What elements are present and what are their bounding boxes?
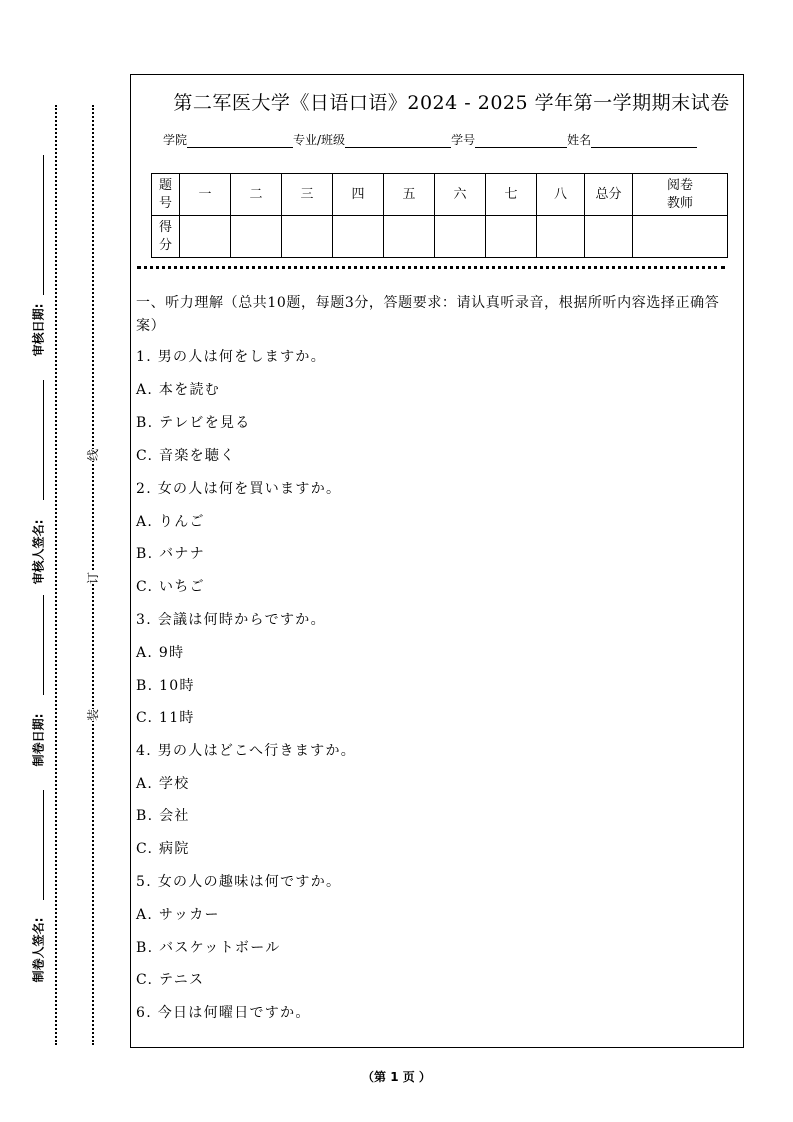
option-2b[interactable]: B. バナナ bbox=[136, 546, 205, 562]
paper-maker-signature-label: 制卷人签名: bbox=[31, 917, 46, 983]
section-separator bbox=[137, 266, 725, 269]
option-5a[interactable]: A. サッカー bbox=[136, 907, 220, 923]
score-col-3: 三 bbox=[282, 174, 333, 216]
option-5c[interactable]: C. テニス bbox=[136, 972, 205, 988]
section-1-heading: 一、听力理解（总共10题，每题3分，答题要求：请认真听录音，根据所听内容选择正确答案） bbox=[136, 295, 720, 334]
paper-date-label: 制卷日期: bbox=[31, 713, 46, 767]
score-cell-4[interactable] bbox=[333, 216, 384, 258]
field-student-id-blank[interactable] bbox=[475, 133, 567, 148]
score-col-6: 六 bbox=[435, 174, 486, 216]
option-4a[interactable]: A. 学校 bbox=[136, 776, 190, 792]
score-col-5: 五 bbox=[384, 174, 435, 216]
score-cell-8[interactable] bbox=[537, 216, 585, 258]
score-cell-1[interactable] bbox=[180, 216, 231, 258]
question-6: 6. 今日は何曜日ですか。 bbox=[136, 1005, 311, 1021]
page-number: （第 1 页 ） bbox=[362, 1070, 431, 1084]
option-1b[interactable]: B. テレビを見る bbox=[136, 415, 251, 431]
score-col-2: 二 bbox=[231, 174, 282, 216]
score-table-header-question: 题号 bbox=[152, 174, 180, 216]
review-date-blank bbox=[43, 155, 44, 295]
score-cell-grader[interactable] bbox=[633, 216, 728, 258]
field-college-blank[interactable] bbox=[187, 133, 293, 148]
binding-dotted-line-outer bbox=[55, 105, 57, 1045]
option-5b[interactable]: B. バスケットボール bbox=[136, 940, 281, 956]
field-name-label: 姓名 bbox=[567, 133, 592, 147]
option-4b[interactable]: B. 会社 bbox=[136, 808, 190, 824]
score-col-7: 七 bbox=[486, 174, 537, 216]
binding-mark-line: 线 bbox=[86, 448, 100, 462]
field-major-label: 专业/班级 bbox=[293, 133, 346, 147]
reviewer-signature-label: 审核人签名: bbox=[31, 519, 46, 585]
binding-mark-bind: 装 bbox=[86, 708, 100, 722]
field-college-label: 学院 bbox=[163, 133, 188, 147]
score-table bbox=[151, 173, 728, 258]
score-col-8: 八 bbox=[537, 174, 585, 216]
option-2c[interactable]: C. いちご bbox=[136, 579, 205, 595]
score-cell-total[interactable] bbox=[585, 216, 633, 258]
question-2: 2. 女の人は何を買いますか。 bbox=[136, 481, 342, 497]
review-date-label: 审核日期: bbox=[31, 303, 46, 357]
paper-maker-signature-blank bbox=[43, 790, 44, 900]
score-col-total: 总分 bbox=[585, 174, 633, 216]
field-student-id-label: 学号 bbox=[451, 133, 476, 147]
option-4c[interactable]: C. 病院 bbox=[136, 841, 190, 857]
score-col-1: 一 bbox=[180, 174, 231, 216]
option-2a[interactable]: A. りんご bbox=[136, 514, 205, 530]
option-1a[interactable]: A. 本を読む bbox=[136, 382, 221, 398]
exam-title: 第二军医大学《日语口语》2024 - 2025 学年第一学期期末试卷 bbox=[173, 92, 730, 114]
question-3: 3. 会議は何時からですか。 bbox=[136, 612, 326, 628]
binding-mark-staple: 订 bbox=[86, 571, 100, 585]
score-col-4: 四 bbox=[333, 174, 384, 216]
score-table-header-score: 得分 bbox=[152, 216, 180, 258]
field-major-blank[interactable] bbox=[345, 133, 451, 148]
student-info-row bbox=[163, 131, 697, 148]
question-1: 1. 男の人は何をしますか。 bbox=[136, 349, 327, 365]
score-cell-2[interactable] bbox=[231, 216, 282, 258]
score-cell-3[interactable] bbox=[282, 216, 333, 258]
score-cell-6[interactable] bbox=[435, 216, 486, 258]
score-col-grader: 阅卷教师 bbox=[633, 174, 728, 216]
field-name-blank[interactable] bbox=[591, 133, 697, 148]
option-3a[interactable]: A. 9時 bbox=[136, 645, 185, 661]
option-3b[interactable]: B. 10時 bbox=[136, 678, 195, 694]
paper-date-blank bbox=[43, 595, 44, 695]
score-cell-7[interactable] bbox=[486, 216, 537, 258]
score-cell-5[interactable] bbox=[384, 216, 435, 258]
reviewer-signature-blank bbox=[43, 380, 44, 500]
question-5: 5. 女の人の趣味は何ですか。 bbox=[136, 874, 342, 890]
option-3c[interactable]: C. 11時 bbox=[136, 710, 195, 726]
option-1c[interactable]: C. 音楽を聴く bbox=[136, 448, 236, 464]
question-4: 4. 男の人はどこへ行きますか。 bbox=[136, 743, 357, 759]
